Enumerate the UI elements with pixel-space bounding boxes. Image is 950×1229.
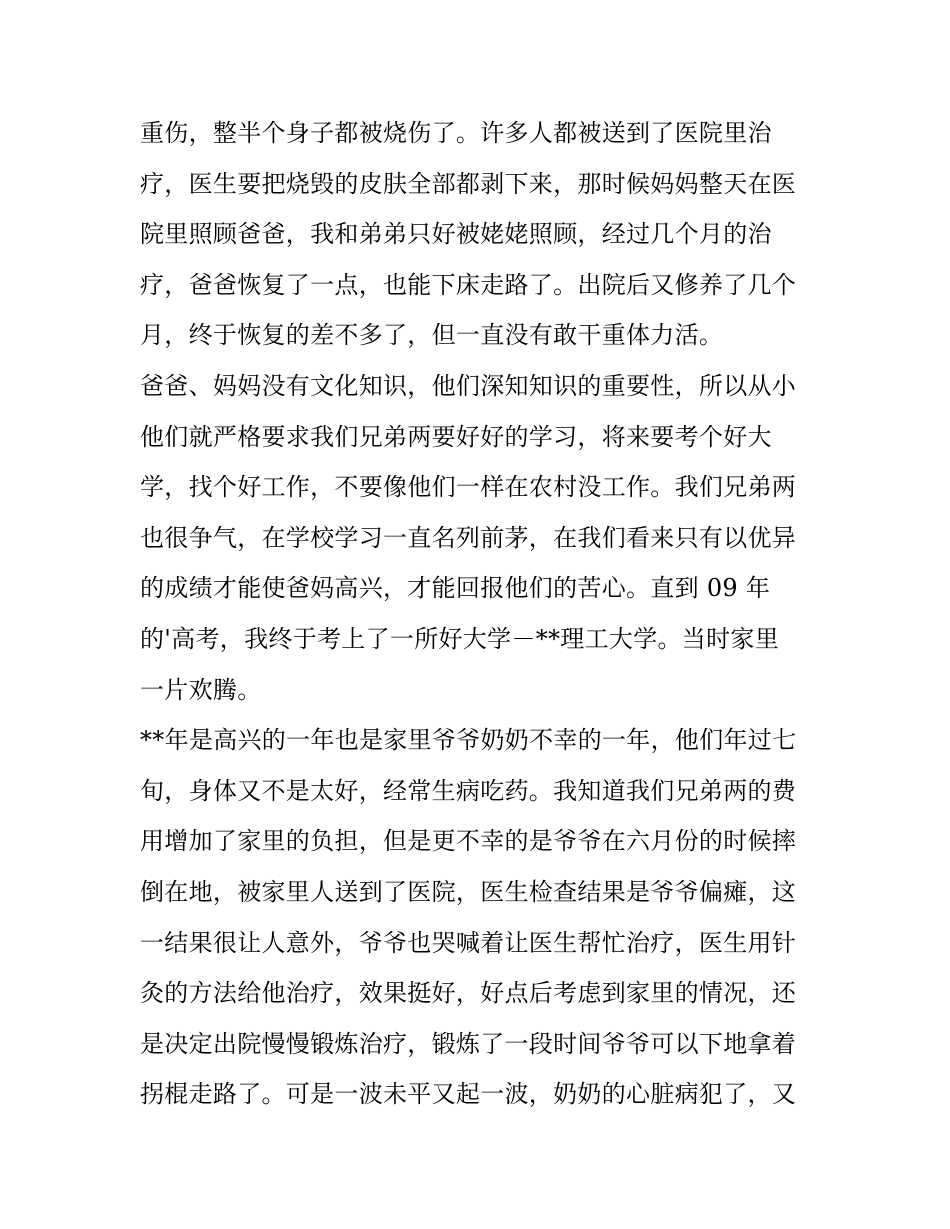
text-line: **年是高兴的一年也是家里爷爷奶奶不幸的一年，他们年过七 xyxy=(140,726,797,755)
text-line: 的'高考，我终于考上了一所好大学－**理工大学。当时家里 xyxy=(140,624,779,653)
text-line: 疗，爸爸恢复了一点，也能下床走路了。出院后又修养了几个 xyxy=(140,270,797,299)
text-line: 旬，身体又不是太好，经常生病吃药。我知道我们兄弟两的费 xyxy=(140,776,797,805)
text-line: 是决定出院慢慢锻炼治疗，锻炼了一段时间爷爷可以下地拿着 xyxy=(140,1029,797,1058)
text-line: 月，终于恢复的差不多了，但一直没有敢干重体力活。 xyxy=(140,321,724,350)
text-line: 疗，医生要把烧毁的皮肤全部都剥下来，那时候妈妈整天在医 xyxy=(140,169,797,198)
text-line: 一片欢腾。 xyxy=(140,675,262,704)
text-line: 他们就严格要求我们兄弟两要好好的学习，将来要考个好大 xyxy=(140,422,772,451)
text-line: 灸的方法给他治疗，效果挺好，好点后考虑到家里的情况，还 xyxy=(140,979,797,1008)
text-line: 倒在地，被家里人送到了医院，医生检查结果是爷爷偏瘫，这 xyxy=(140,877,797,906)
text-line: 一结果很让人意外，爷爷也哭喊着让医生帮忙治疗，医生用针 xyxy=(140,928,797,957)
text-line: 也很争气，在学校学习一直名列前茅，在我们看来只有以优异 xyxy=(140,523,797,552)
text-line: 学，找个好工作，不要像他们一样在农村没工作。我们兄弟两 xyxy=(140,473,797,502)
text-line: 重伤，整半个身子都被烧伤了。许多人都被送到了医院里治 xyxy=(140,119,772,147)
text-line: 爸爸、妈妈没有文化知识，他们深知知识的重要性，所以从小 xyxy=(140,371,797,400)
text-line: 院里照顾爸爸，我和弟弟只好被姥姥照顾，经过几个月的治 xyxy=(140,220,772,249)
text-line: 用增加了家里的负担，但是更不幸的是爷爷在六月份的时候摔 xyxy=(140,827,797,856)
text-line: 的成绩才能使爸妈高兴，才能回报他们的苦心。直到 09 年 xyxy=(140,574,771,603)
body-text xyxy=(140,108,820,1120)
text-line: 拐棍走路了。可是一波未平又起一波，奶奶的心脏病犯了，又 xyxy=(140,1080,797,1109)
